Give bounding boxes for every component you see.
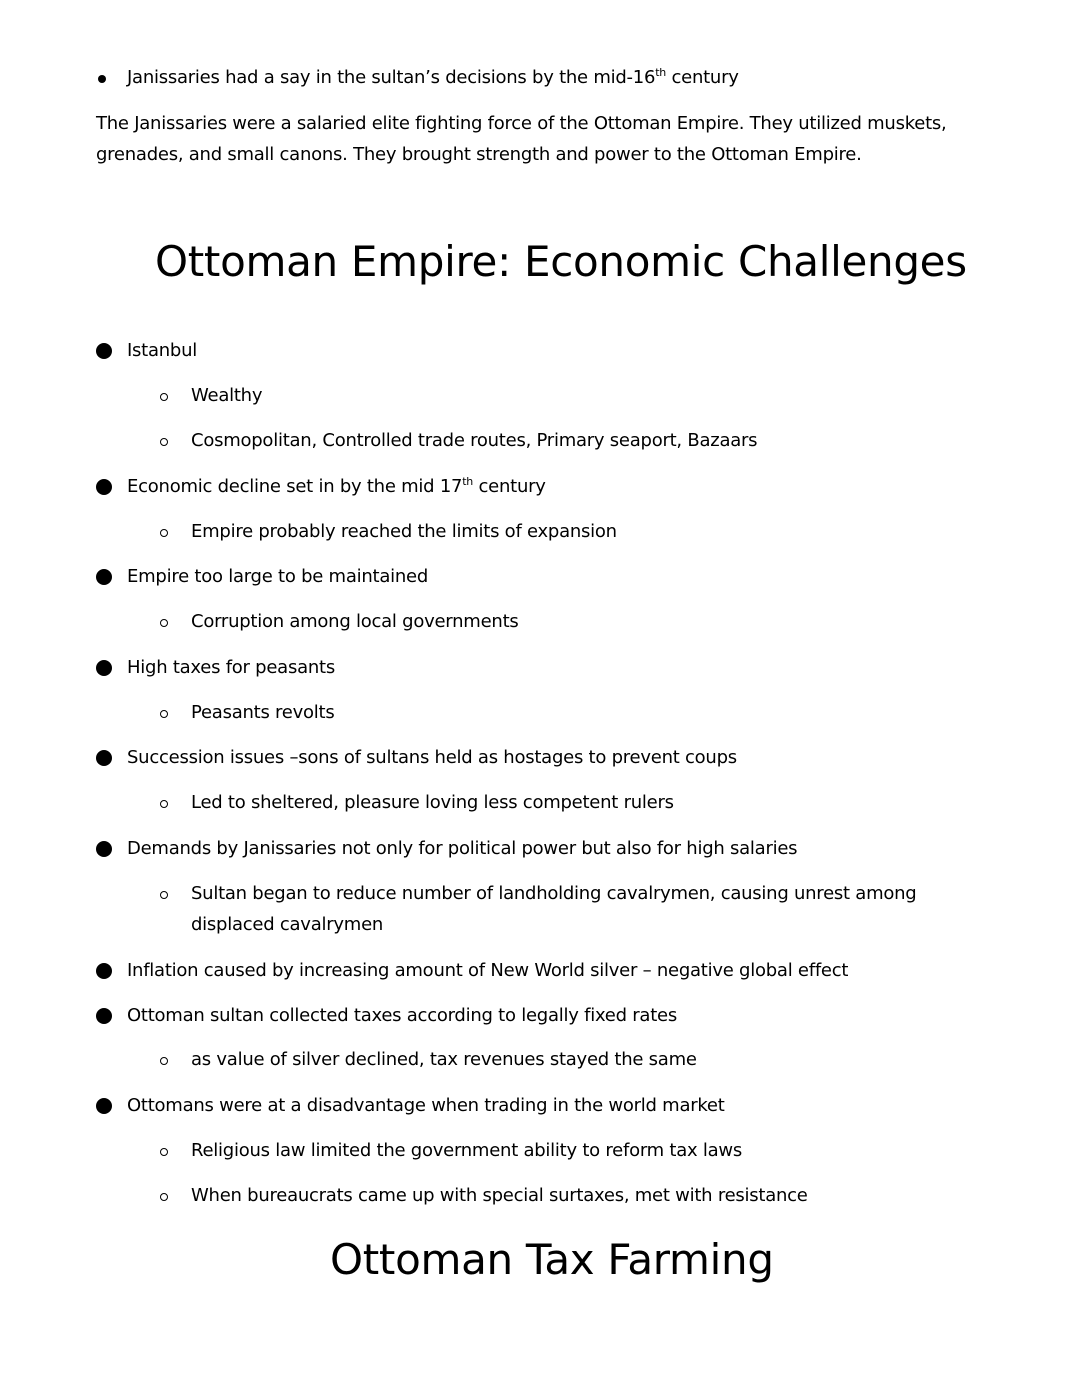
- sub-bullet-cosmopolitan: Cosmopolitan, Controlled trade routes, Primary seaport, Bazaars: [191, 430, 758, 451]
- bullet-janissary-demands: Demands by Janissaries not only for political power but also for high salaries: [127, 838, 798, 859]
- sub-bullet-circle: [160, 1148, 168, 1156]
- bullet-dot: [96, 343, 112, 359]
- intro-paragraph: The Janissaries were a salaried elite fighting force of the Ottoman Empire. They utilized muskets, grenades, and small canons. They brought strength and power to the Ottoman Empire.: [96, 113, 947, 165]
- bullet-fixed-rates: Ottoman sultan collected taxes according to legally fixed rates: [127, 1005, 677, 1026]
- sub-bullet-circle: [160, 1193, 168, 1201]
- bullet-inflation: Inflation caused by increasing amount of New World silver – negative global effect: [127, 960, 849, 981]
- sub-bullet-circle: [160, 529, 168, 537]
- bullet-dot: [96, 569, 112, 585]
- intro-bullet-text: Janissaries had a say in the sultan’s decisions by the mid-16th century: [127, 66, 739, 88]
- bullet-istanbul: Istanbul: [127, 340, 198, 361]
- bullet-dot: [96, 660, 112, 676]
- sub-bullet-religious-law: Religious law limited the government ability to reform tax laws: [191, 1140, 743, 1161]
- bullet-dot: [96, 963, 112, 979]
- bullet-dot: [96, 841, 112, 857]
- bullet-dot: [96, 1008, 112, 1024]
- sub-bullet-circle: [160, 891, 168, 899]
- bullet-economic-decline: Economic decline set in by the mid 17th century: [127, 475, 546, 497]
- bullet-dot: [98, 75, 106, 83]
- sub-bullet-peasant-revolts: Peasants revolts: [191, 702, 335, 723]
- bullet-high-taxes: High taxes for peasants: [127, 657, 335, 678]
- sub-bullet-cavalrymen: Sultan began to reduce number of landholding cavalrymen, causing unrest among displaced cavalrymen: [191, 883, 917, 935]
- bullet-dot: [96, 479, 112, 495]
- sub-bullet-circle: [160, 393, 168, 401]
- bullet-too-large: Empire too large to be maintained: [127, 566, 429, 587]
- sub-bullet-circle: [160, 619, 168, 627]
- sub-bullet-surtaxes: When bureaucrats came up with special surtaxes, met with resistance: [191, 1185, 808, 1206]
- bullet-disadvantage: Ottomans were at a disadvantage when trading in the world market: [127, 1095, 725, 1116]
- sub-bullet-sheltered-rulers: Led to sheltered, pleasure loving less competent rulers: [191, 792, 674, 813]
- bullet-dot: [96, 750, 112, 766]
- sub-bullet-wealthy: Wealthy: [191, 385, 263, 406]
- sub-bullet-circle: [160, 1057, 168, 1065]
- bullet-succession: Succession issues –sons of sultans held as hostages to prevent coups: [127, 747, 737, 768]
- sub-bullet-circle: [160, 438, 168, 446]
- section-heading-economic-challenges: Ottoman Empire: Economic Challenges: [155, 237, 967, 286]
- sub-bullet-corruption: Corruption among local governments: [191, 611, 519, 632]
- sub-bullet-circle: [160, 710, 168, 718]
- sub-bullet-circle: [160, 800, 168, 808]
- sub-bullet-limits: Empire probably reached the limits of expansion: [191, 521, 617, 542]
- section-heading-tax-farming: Ottoman Tax Farming: [330, 1235, 774, 1284]
- bullet-dot: [96, 1098, 112, 1114]
- sub-bullet-silver-value: as value of silver declined, tax revenues stayed the same: [191, 1049, 697, 1070]
